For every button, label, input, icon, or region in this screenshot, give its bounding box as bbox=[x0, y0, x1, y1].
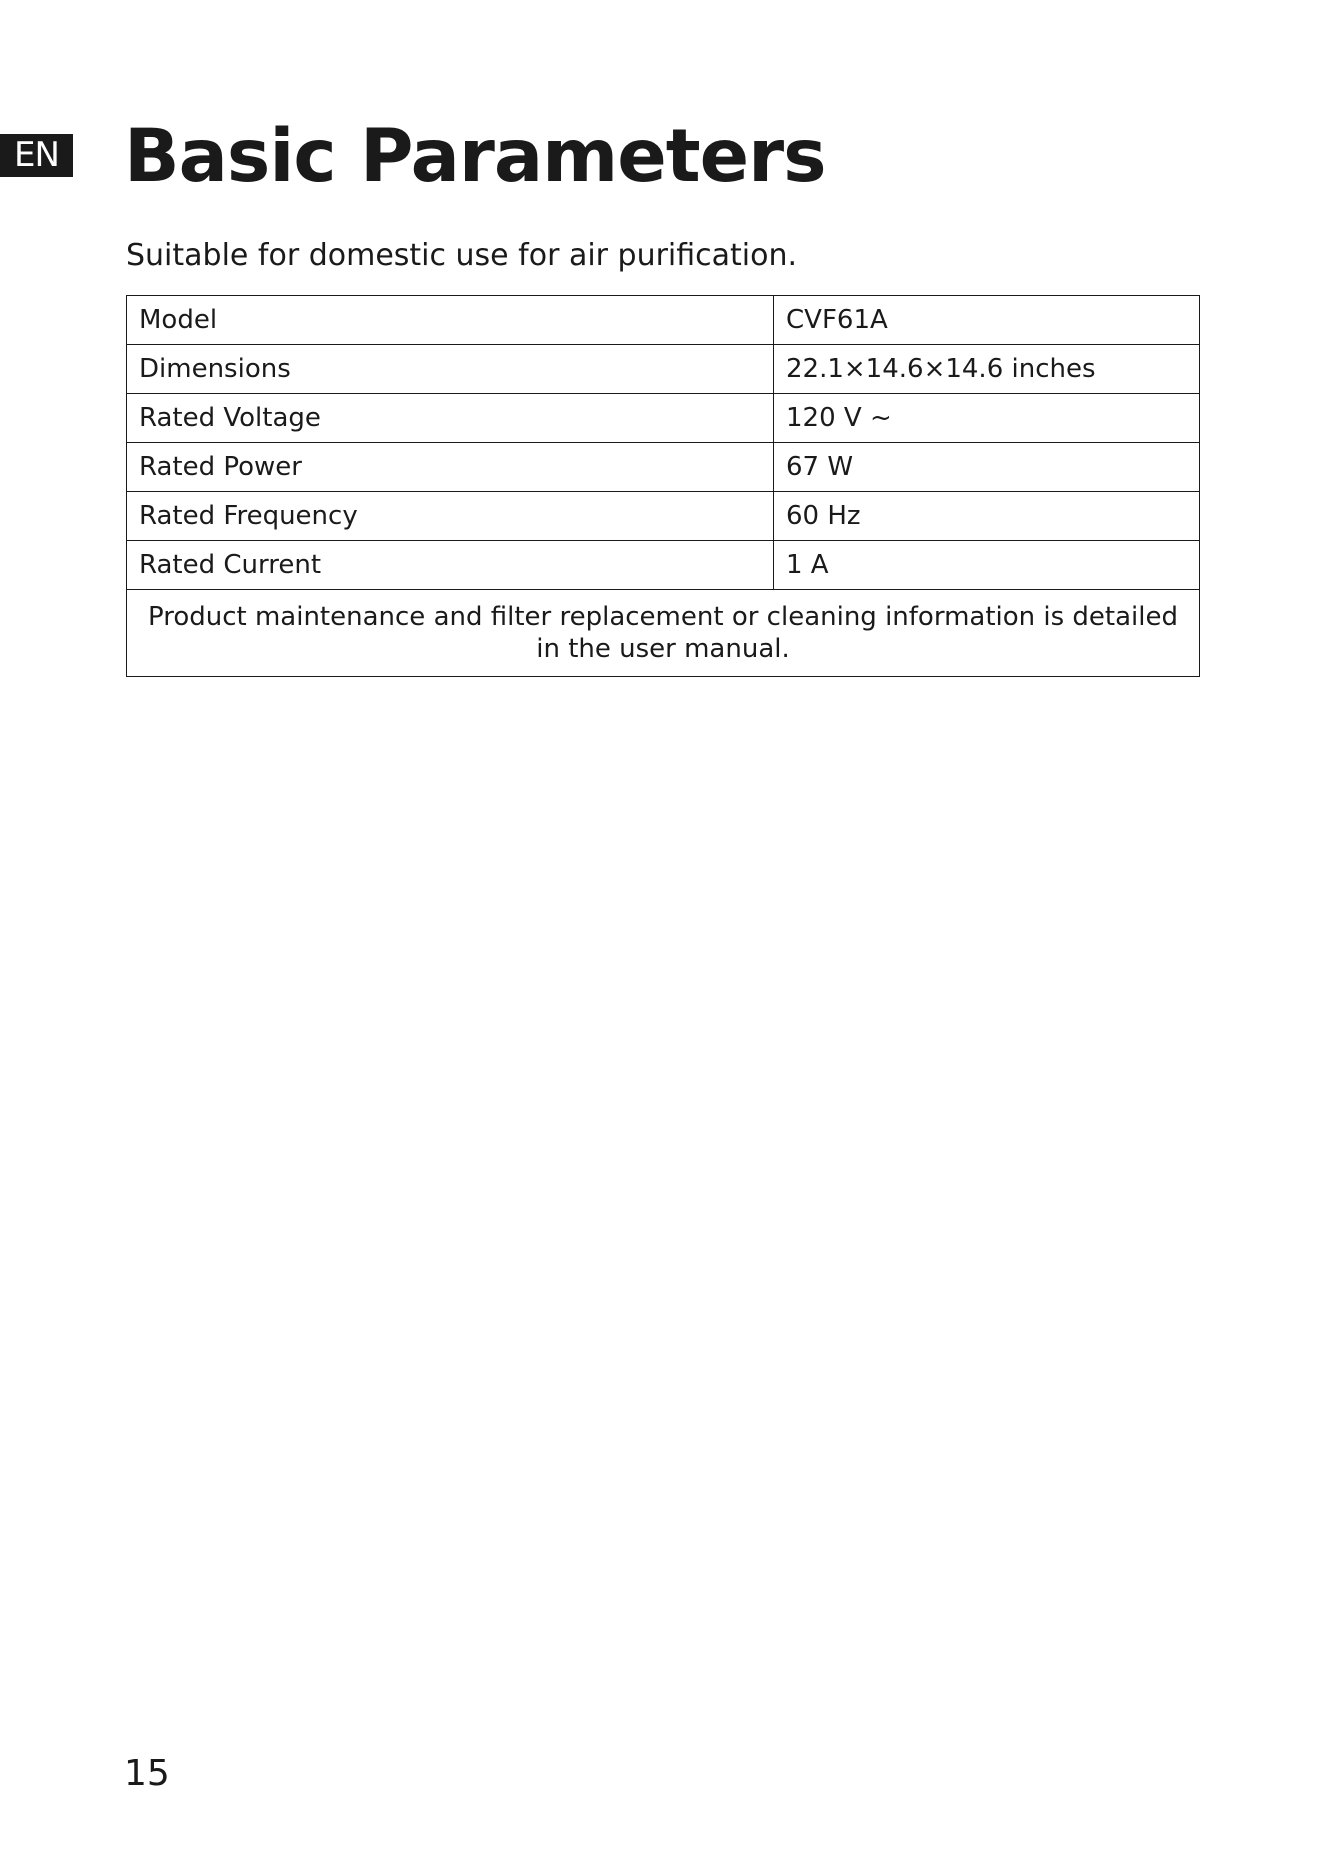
page-number: 15 bbox=[124, 1753, 170, 1794]
table-row bbox=[127, 541, 1200, 590]
row-label: Rated Current bbox=[127, 541, 774, 590]
table-note-row bbox=[127, 590, 1200, 677]
row-value: CVF61A bbox=[774, 296, 1200, 345]
table-note: Product maintenance and filter replacement or cleaning information is detailed in the user manual. bbox=[127, 590, 1200, 677]
row-value: 22.1×14.6×14.6 inches bbox=[774, 345, 1200, 394]
language-tab: EN bbox=[0, 134, 73, 177]
row-value: 60 Hz bbox=[774, 492, 1200, 541]
table-row bbox=[127, 394, 1200, 443]
row-value: 120 V ~ bbox=[774, 394, 1200, 443]
table-row bbox=[127, 443, 1200, 492]
page-title: Basic Parameters bbox=[124, 114, 826, 199]
parameters-table bbox=[126, 295, 1200, 677]
table-row bbox=[127, 296, 1200, 345]
row-value: 67 W bbox=[774, 443, 1200, 492]
row-label: Dimensions bbox=[127, 345, 774, 394]
intro-text: Suitable for domestic use for air purification. bbox=[126, 238, 798, 273]
row-value: 1 A bbox=[774, 541, 1200, 590]
table-row bbox=[127, 492, 1200, 541]
row-label: Rated Voltage bbox=[127, 394, 774, 443]
row-label: Rated Frequency bbox=[127, 492, 774, 541]
row-label: Rated Power bbox=[127, 443, 774, 492]
row-label: Model bbox=[127, 296, 774, 345]
table-row bbox=[127, 345, 1200, 394]
